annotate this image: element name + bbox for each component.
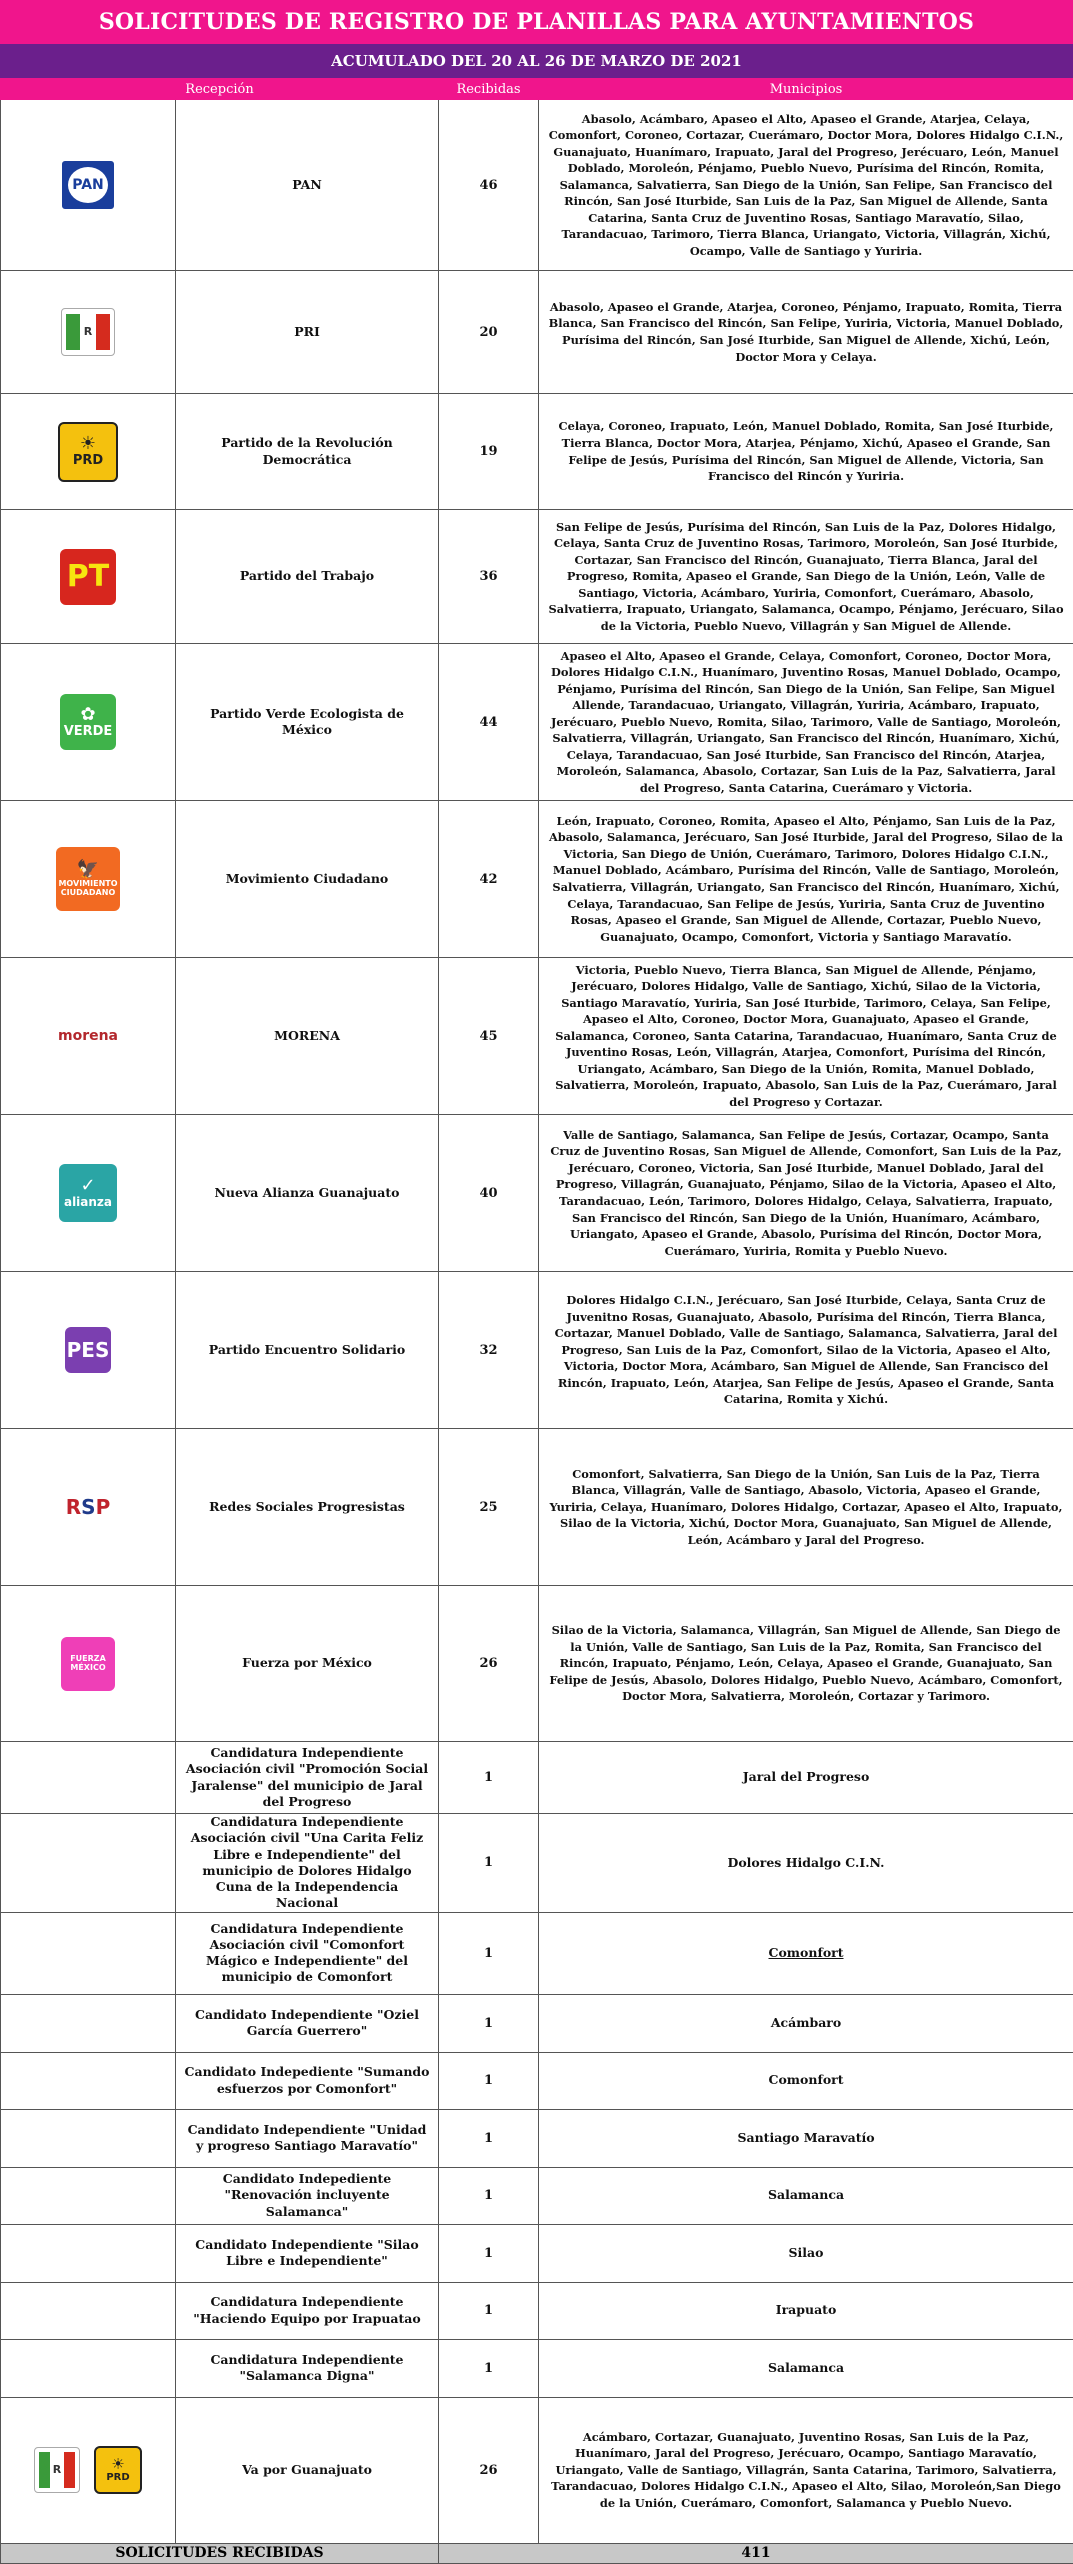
received-count: 36 — [439, 510, 539, 644]
table-header-row — [1, 79, 1073, 100]
logo-cell — [1, 1272, 176, 1429]
pan-logo-icon: PAN — [62, 161, 114, 209]
coalition-logos — [34, 2446, 142, 2494]
logo-cell — [1, 2052, 176, 2109]
party-name: Partido del Trabajo — [176, 510, 439, 644]
logo-cell — [1, 958, 176, 1115]
candidate-name: Candidatura Independiente Asociación civil "Promoción Social Jaralense" del municipio de Jaral del Progreso — [176, 1742, 439, 1814]
table-row — [1, 2397, 1073, 2543]
table-row — [1, 1115, 1073, 1272]
logo-cell — [1, 1814, 176, 1913]
received-count: 46 — [439, 100, 539, 271]
party-name: Redes Sociales Progresistas — [176, 1429, 439, 1586]
municipalities: Acámbaro — [539, 1994, 1073, 2052]
rsp-logo-icon: R S P — [66, 1495, 110, 1519]
municipalities: San Felipe de Jesús, Purísima del Rincón, San Luis de la Paz, Dolores Hidalgo, Celaya, Santa Cruz de Juventino Rosas, Tarimoro, Moroleón, San José Iturbide, Cortazar, San Francisco del Rincón, Guanajuato, Tierra Blanca, Jaral del Progreso, Romita, Apaseo el Grande, San Diego de la Unión, León, Valle de Santiago, Victoria, Acámbaro, Yuriria, Comonfort, Cuerámaro, Abasolo, Salvatierra, Irapuato, Uriangato, Salamanca, Ocampo, Pénjamo, Jerécuaro, Silao de la Victoria, Pueblo Nuevo, Villagrán y San Miguel de Allende. — [539, 510, 1073, 644]
municipalities: Apaseo el Alto, Apaseo el Grande, Celaya, Comonfort, Coroneo, Doctor Mora, Dolores Hidalgo C.I.N., Huanímaro, Juventino Rosas, Manuel Doblado, Ocampo, Pénjamo, Purísima del Rincón, San Diego de la Unión, San Felipe, San Miguel Allende, Tarandacuao, Uriangato, Villagrán, Yuriria, Acámbaro, Irapuato, Jerécuaro, Pueblo Nuevo, Romita, Silao, Tarimoro, Valle de Santiago, Moroleón, Salvatierra, Villagrán, Uriangato, San Francisco del Rincón, Huanímaro, Xichú, Celaya, Tarandacuao, San José Iturbide, San Francisco del Rincón, Atarjea, Moroleón, Salamanca, Abasolo, Cortazar, San Luis de la Paz, Salvatierra, Jaral del Progreso, Santa Catarina, Cuerámaro y Victoria. — [539, 644, 1073, 801]
total-row — [1, 2543, 1073, 2563]
candidate-name: Candidatura Independiente "Salamanca Digna" — [176, 2339, 439, 2397]
logo-cell — [1, 1912, 176, 1994]
municipalities: Salamanca — [539, 2167, 1073, 2224]
table-row — [1, 1742, 1073, 1814]
municipalities: Dolores Hidalgo C.I.N. — [539, 1814, 1073, 1913]
table-row — [1, 271, 1073, 394]
municipalities: Jaral del Progreso — [539, 1742, 1073, 1814]
prd-logo-icon: ☀ PRD — [58, 422, 118, 482]
total-value: 411 — [439, 2543, 1073, 2563]
municipalities: Victoria, Pueblo Nuevo, Tierra Blanca, San Miguel de Allende, Pénjamo, Jerécuaro, Dolores Hidalgo, Valle de Santiago, Xichú, Silao de la Victoria, Santiago Maravatío, Yuriria, San José Iturbide, Tarimoro, Celaya, San Felipe, Apaseo el Alto, Coroneo, Doctor Mora, Guanajuato, Apaseo el Grande, Salamanca, Coroneo, Santa Catarina, Tarandacuao, Huanímaro, Santa Cruz de Juventino Rosas, León, Villagrán, Atarjea, Comonfort, Purísima del Rincón, Uriangato, Acámbaro, San Diego de la Unión, Romita, Manuel Doblado, Salvatierra, Moroleón, Irapuato, Abasolo, San Luis de la Paz, Cuerámaro, Jaral del Progreso y Cortazar. — [539, 958, 1073, 1115]
municipalities: Silao de la Victoria, Salamanca, Villagrán, San Miguel de Allende, San Diego de la Unión, Valle de Santiago, San Luis de la Paz, Romita, San Francisco del Rincón, Irapuato, Pénjamo, León, Celaya, Apaseo el Grande, Guanajuato, San Felipe de Jesús, Abasolo, Dolores Hidalgo, Pueblo Nuevo, Acámbaro, Comonfort, Doctor Mora, Salvatierra, Moroleón, Cortazar y Tarimoro. — [539, 1586, 1073, 1742]
received-count: 1 — [439, 2282, 539, 2339]
table-row — [1, 1272, 1073, 1429]
logo-cell — [1, 1742, 176, 1814]
logo-cell — [1, 1115, 176, 1272]
party-name: Fuerza por México — [176, 1586, 439, 1742]
received-count: 1 — [439, 1742, 539, 1814]
municipalities: Silao — [539, 2224, 1073, 2282]
logo-cell — [1, 271, 176, 394]
logo-cell — [1, 644, 176, 801]
candidate-name: Candidato Independiente "Silao Libre e Independiente" — [176, 2224, 439, 2282]
logo-cell — [1, 394, 176, 510]
municipalities: Celaya, Coroneo, Irapuato, León, Manuel Doblado, Romita, San José Iturbide, Tierra Blanca, Doctor Mora, Atarjea, Pénjamo, Xichú, Apaseo el Grande, San Felipe de Jesús, Purísima del Rincón, San Miguel de Allende, Victoria, San Francisco del Rincón y Yuriria. — [539, 394, 1073, 510]
received-count: 26 — [439, 1586, 539, 1742]
table-row — [1, 1586, 1073, 1742]
logo-cell — [1, 100, 176, 271]
table-row — [1, 1429, 1073, 1586]
received-count: 1 — [439, 1912, 539, 1994]
party-name: Movimiento Ciudadano — [176, 801, 439, 958]
party-name: MORENA — [176, 958, 439, 1115]
candidate-name: Candidatura Independiente "Haciendo Equipo por Irapuatao — [176, 2282, 439, 2339]
candidate-name: Candidatura Independiente Asociación civil "Una Carita Feliz Libre e Independiente" del municipio de Dolores Hidalgo Cuna de la Independencia Nacional — [176, 1814, 439, 1913]
table-row — [1, 2339, 1073, 2397]
prd-logo-icon: ☀ PRD — [94, 2446, 142, 2494]
table-row — [1, 2052, 1073, 2109]
pri-logo-icon: R — [34, 2447, 80, 2493]
table-row — [1, 394, 1073, 510]
municipalities: Irapuato — [539, 2282, 1073, 2339]
received-count: 32 — [439, 1272, 539, 1429]
logo-cell — [1, 801, 176, 958]
table-row — [1, 2282, 1073, 2339]
pes-logo-icon: PES — [65, 1327, 111, 1373]
header-recepcion: Recepción — [1, 79, 439, 100]
received-count: 19 — [439, 394, 539, 510]
morena-logo-icon: morena — [58, 1028, 118, 1044]
received-count: 42 — [439, 801, 539, 958]
party-name: Nueva Alianza Guanajuato — [176, 1115, 439, 1272]
party-name: Partido Verde Ecologista de México — [176, 644, 439, 801]
received-count: 1 — [439, 1814, 539, 1913]
candidate-name: Candidatura Independiente Asociación civil "Comonfort Mágico e Independiente" del municipio de Comonfort — [176, 1912, 439, 1994]
received-count: 44 — [439, 644, 539, 801]
municipalities: Salamanca — [539, 2339, 1073, 2397]
table-row — [1, 2224, 1073, 2282]
registration-table — [0, 78, 1073, 2564]
logo-cell — [1, 2282, 176, 2339]
table-row — [1, 1994, 1073, 2052]
candidate-name: Candidato Indepediente "Renovación incluyente Salamanca" — [176, 2167, 439, 2224]
logo-cell — [1, 2397, 176, 2543]
municipalities: Comonfort — [539, 2052, 1073, 2109]
table-row — [1, 958, 1073, 1115]
table-row — [1, 510, 1073, 644]
total-label: SOLICITUDES RECIBIDAS — [1, 2543, 439, 2563]
received-count: 20 — [439, 271, 539, 394]
table-row — [1, 1814, 1073, 1913]
fuerza-por-mexico-logo-icon: FUERZA MÉXICO — [61, 1637, 115, 1691]
received-count: 1 — [439, 2224, 539, 2282]
received-count: 1 — [439, 2109, 539, 2167]
received-count: 40 — [439, 1115, 539, 1272]
municipalities: León, Irapuato, Coroneo, Romita, Apaseo el Alto, Pénjamo, San Luis de la Paz, Abasolo, Salamanca, Jerécuaro, San José Iturbide, Jaral del Progreso, Silao de la Victoria, San Diego de Unión, Cuerámaro, Tarimoro, Dolores Hidalgo C.I.N., Manuel Doblado, Acámbaro, Purísima del Rincón, Valle de Santiago, Moroleón, Salvatierra, Villagrán, Uriangato, San Francisco del Rincón, Huanímaro, Xichú, Celaya, Tarandacuao, San Felipe de Jesús, Yuriria, Santa Cruz de Juventino Rosas, Apaseo el Grande, San Miguel de Allende, Cortazar, Pueblo Nuevo, Guanajuato, Ocampo, Comonfort, Victoria y Santiago Maravatío. — [539, 801, 1073, 958]
received-count: 1 — [439, 2052, 539, 2109]
movimiento-ciudadano-logo-icon: 🦅 MOVIMIENTO CIUDADANO — [56, 847, 120, 911]
party-name: Partido de la Revolución Democrática — [176, 394, 439, 510]
municipalities: Santiago Maravatío — [539, 2109, 1073, 2167]
candidate-name: Candidato Independiente "Unidad y progreso Santiago Maravatío" — [176, 2109, 439, 2167]
logo-cell — [1, 1429, 176, 1586]
logo-cell — [1, 1586, 176, 1742]
logo-cell — [1, 2109, 176, 2167]
party-name: Partido Encuentro Solidario — [176, 1272, 439, 1429]
municipalities: Dolores Hidalgo C.I.N., Jerécuaro, San José Iturbide, Celaya, Santa Cruz de Juvenitno Rosas, Guanajuato, Abasolo, Purísima del Rincón, Tierra Blanca, Cortazar, Manuel Doblado, Valle de Santiago, Salamanca, Salvatierra, Jaral del Progreso, San Luis de la Paz, Comonfort, Silao de la Victoria, Apaseo el Alto, Victoria, Doctor Mora, Acámbaro, San Miguel de Allende, San Francisco del Rincón, Irapuato, León, Atarjea, San Felipe de Jesús, Apaseo el Grande, Santa Catarina, Romita y Xichú. — [539, 1272, 1073, 1429]
received-count: 1 — [439, 2167, 539, 2224]
header-municipios: Municipios — [539, 79, 1073, 100]
verde-logo-icon: ✿ VERDE — [60, 694, 116, 750]
party-name: PAN — [176, 100, 439, 271]
table-row — [1, 644, 1073, 801]
party-name: PRI — [176, 271, 439, 394]
municipalities: Valle de Santiago, Salamanca, San Felipe de Jesús, Cortazar, Ocampo, Santa Cruz de Juventino Rosas, San Miguel de Allende, Comonfort, San Luis de la Paz, Jerécuaro, Coroneo, Victoria, San José Iturbide, Manuel Doblado, Jaral del Progreso, Villagrán, Guanajuato, Pénjamo, Silao de la Victoria, Apaseo el Alto, Tarandacuao, León, Tarimoro, Dolores Hidalgo, Celaya, Salvatierra, Irapuato, San Francisco del Rincón, San Diego de la Unión, Huanímaro, Acámbaro, Uriangato, Apaseo el Grande, Abasolo, Purísima del Rincón, Doctor Mora, Cuerámaro, Yuriria, Romita y Pueblo Nuevo. — [539, 1115, 1073, 1272]
municipalities: Comonfort, Salvatierra, San Diego de la Unión, San Luis de la Paz, Tierra Blanca, Villagrán, Valle de Santiago, Abasolo, Victoria, Apaseo el Grande, Yuriria, Celaya, Huanímaro, Dolores Hidalgo, Cortazar, Apaseo el Alto, Irapuato, Silao de la Victoria, Xichú, Doctor Mora, Guanajuato, San Miguel de Allende, León, Acámbaro y Jaral del Progreso. — [539, 1429, 1073, 1586]
logo-cell — [1, 510, 176, 644]
candidate-name: Candidato Independiente "Oziel García Guerrero" — [176, 1994, 439, 2052]
table-row — [1, 100, 1073, 271]
municipalities: Comonfort — [539, 1912, 1073, 1994]
pt-logo-icon: PT — [60, 549, 116, 605]
received-count: 1 — [439, 2339, 539, 2397]
coalition-name: Va por Guanajuato — [176, 2397, 439, 2543]
logo-cell — [1, 2224, 176, 2282]
received-count: 1 — [439, 1994, 539, 2052]
table-row — [1, 2109, 1073, 2167]
header-recibidas: Recibidas — [439, 79, 539, 100]
table-row — [1, 2167, 1073, 2224]
table-row — [1, 801, 1073, 958]
nueva-alianza-logo-icon: ✓ alianza — [59, 1164, 117, 1222]
received-count: 45 — [439, 958, 539, 1115]
logo-cell — [1, 2167, 176, 2224]
received-count: 26 — [439, 2397, 539, 2543]
document-subtitle: ACUMULADO DEL 20 AL 26 DE MARZO DE 2021 — [0, 44, 1073, 78]
document-title: SOLICITUDES DE REGISTRO DE PLANILLAS PARA AYUNTAMIENTOS — [0, 0, 1073, 44]
received-count: 25 — [439, 1429, 539, 1586]
logo-cell — [1, 1994, 176, 2052]
municipalities: Abasolo, Apaseo el Grande, Atarjea, Coroneo, Pénjamo, Irapuato, Romita, Tierra Blanca, San Francisco del Rincón, San Felipe, Yuriria, Victoria, Manuel Doblado, Purísima del Rincón, San José Iturbide, San Miguel de Allende, Xichú, León, Doctor Mora y Celaya. — [539, 271, 1073, 394]
candidate-name: Candidato Indepediente "Sumando esfuerzos por Comonfort" — [176, 2052, 439, 2109]
municipalities: Abasolo, Acámbaro, Apaseo el Alto, Apaseo el Grande, Atarjea, Celaya, Comonfort, Coroneo, Cortazar, Cuerámaro, Doctor Mora, Dolores Hidalgo C.I.N., Guanajuato, Huanímaro, Irapuato, Jaral del Progreso, Jerécuaro, León, Manuel Doblado, Moroleón, Pénjamo, Pueblo Nuevo, Purísima del Rincón, Romita, Salamanca, Salvatierra, San Diego de la Unión, San Felipe, San Francisco del Rincón, San José Iturbide, San Luis de la Paz, San Miguel de Allende, Santa Catarina, Santa Cruz de Juventino Rosas, Santiago Maravatío, Silao, Tarandacuao, Tarimoro, Tierra Blanca, Uriangato, Victoria, Villagrán, Xichú, Ocampo, Valle de Santiago y Yuriria. — [539, 100, 1073, 271]
pri-logo-icon: R — [61, 308, 115, 356]
municipalities: Acámbaro, Cortazar, Guanajuato, Juventino Rosas, San Luis de la Paz, Huanímaro, Jaral del Progreso, Jerécuaro, Ocampo, Santiago Maravatío, Uriangato, Valle de Santiago, Villagrán, Santa Catarina, Tarimoro, Salvatierra, Tarandacuao, Dolores Hidalgo C.I.N., Apaseo el Alto, Silao, Moroleón,San Diego de la Unión, Cuerámaro, Comonfort, Salamanca y Pueblo Nuevo. — [539, 2397, 1073, 2543]
logo-cell — [1, 2339, 176, 2397]
table-row — [1, 1912, 1073, 1994]
